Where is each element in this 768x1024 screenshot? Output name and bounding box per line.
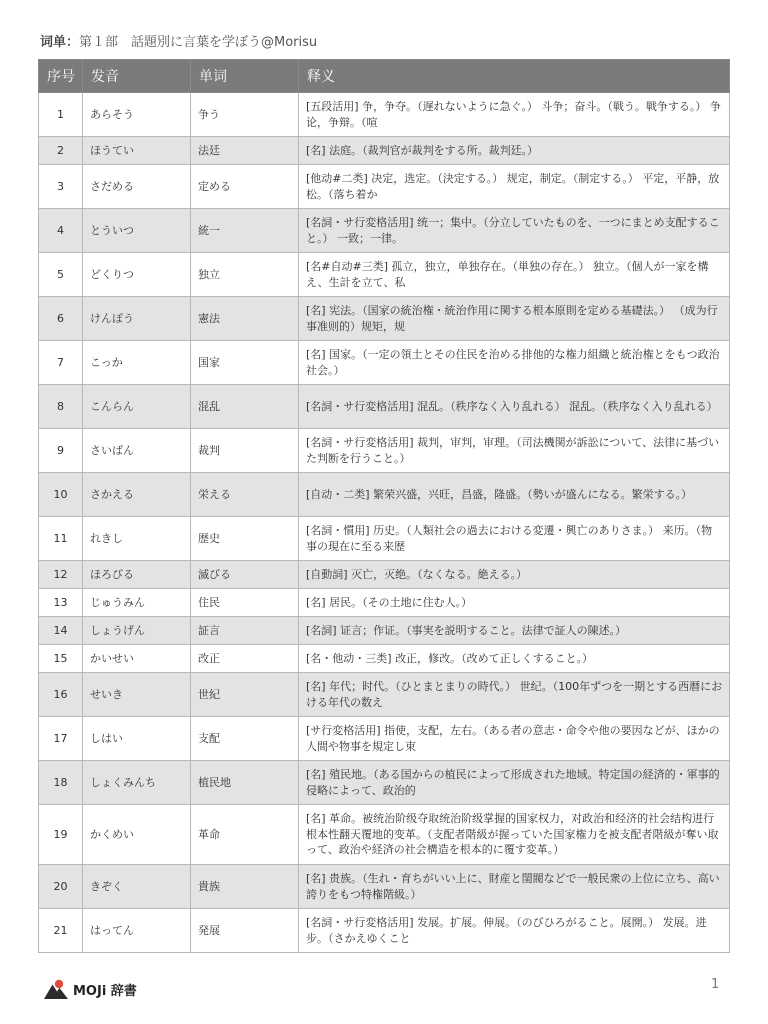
column-header-meaning: 释义 (299, 60, 730, 93)
row-word: 改正 (191, 645, 299, 673)
row-word: 発展 (191, 909, 299, 953)
table-row (39, 341, 730, 385)
table-row (39, 617, 730, 645)
row-meaning: [名詞・サ行変格活用] 统一；集中。（分立していたものを、一つにまとめ支配すること。） 一致；一律。 (299, 209, 730, 253)
row-reading: ほうてい (83, 137, 191, 165)
row-meaning: [自動詞] 灭亡，灭绝。（なくなる。絶える。） (299, 561, 730, 589)
table-row (39, 909, 730, 953)
table-row (39, 209, 730, 253)
row-meaning: [名詞] 证言；作证。（事実を説明すること。法律で証人の陳述。） (299, 617, 730, 645)
row-reading: れきし (83, 517, 191, 561)
table-row (39, 385, 730, 429)
table-row (39, 717, 730, 761)
row-meaning: [名#自动#三类] 孤立，独立，单独存在。（単独の存在。） 独立。（個人が一家を構え、生計を立て、私 (299, 253, 730, 297)
row-meaning: [名・他动・三类] 改正，修改。（改めて正しくすること。） (299, 645, 730, 673)
row-word: 歴史 (191, 517, 299, 561)
row-word: 国家 (191, 341, 299, 385)
header-title: 第１部 話題別に言葉を学ぼう@Morisu (79, 35, 318, 50)
row-reading: こんらん (83, 385, 191, 429)
row-reading: かくめい (83, 805, 191, 865)
row-meaning: [名] 贵族。（生れ・育ちがいい上に、財産と閨閥などで一般民衆の上位に立ち、高い誇りをもつ特権階級。） (299, 865, 730, 909)
row-meaning: [名詞・サ行変格活用] 裁判，审判，审理。（司法機関が訴訟について、法律に基づいた判断を行うこと。） (299, 429, 730, 473)
row-reading: じゅうみん (83, 589, 191, 617)
row-meaning: [名] 法庭。（裁判官が裁判をする所。裁判廷。） (299, 137, 730, 165)
column-header-word: 单词 (191, 60, 299, 93)
row-meaning: [名] 革命。被统治阶级夺取统治阶级掌握的国家权力，对政治和经济的社会结构进行根本性翻天覆地的变革。（支配者階級が握っていた国家権力を被支配者階級が奪い取って、政治や経済の社会構造を根本的に覆す変革。） (299, 805, 730, 865)
row-meaning: [五段活用] 争，争夺。（遅れないように急ぐ。） 斗争；奋斗。（戦う。戦争する。） 争论，争辩。（喧 (299, 93, 730, 137)
row-reading: あらそう (83, 93, 191, 137)
table-row (39, 589, 730, 617)
row-index: 2 (39, 137, 83, 165)
row-word: 革命 (191, 805, 299, 865)
row-word: 植民地 (191, 761, 299, 805)
row-reading: さだめる (83, 165, 191, 209)
row-meaning: [名詞・慣用] 历史。（人類社会の過去における変遷・興亡のありさま。） 来历。（物事の現在に至る来歴 (299, 517, 730, 561)
vocabulary-table (38, 59, 730, 953)
row-word: 裁判 (191, 429, 299, 473)
row-reading: ほろびる (83, 561, 191, 589)
row-meaning: [名詞・サ行変格活用] 发展。扩展。伸展。（のびひろがること。展開。） 发展。进步。（さかえゆくこと (299, 909, 730, 953)
row-reading: とういつ (83, 209, 191, 253)
table-row (39, 297, 730, 341)
row-index: 5 (39, 253, 83, 297)
column-header-reading: 发音 (83, 60, 191, 93)
table-row (39, 473, 730, 517)
row-word: 憲法 (191, 297, 299, 341)
row-word: 統一 (191, 209, 299, 253)
row-word: 争う (191, 93, 299, 137)
row-index: 11 (39, 517, 83, 561)
page-number: 1 (711, 977, 720, 992)
moji-mountain-logo-icon (44, 978, 68, 1000)
row-index: 21 (39, 909, 83, 953)
row-word: 証言 (191, 617, 299, 645)
table-row (39, 865, 730, 909)
row-word: 栄える (191, 473, 299, 517)
table-row (39, 673, 730, 717)
document-header (40, 31, 317, 50)
table-row (39, 645, 730, 673)
row-meaning: [自动・二类] 繁荣兴盛，兴旺，昌盛，隆盛。（勢いが盛んになる。繁栄する。） (299, 473, 730, 517)
row-index: 9 (39, 429, 83, 473)
table-row (39, 93, 730, 137)
moji-logo (44, 978, 137, 1000)
table-row (39, 165, 730, 209)
row-meaning: [名] 年代；时代。（ひとまとまりの時代。） 世纪。（100年ずつを一期とする西暦における年代の数え (299, 673, 730, 717)
row-reading: せいき (83, 673, 191, 717)
row-reading: さかえる (83, 473, 191, 517)
row-reading: けんぽう (83, 297, 191, 341)
row-reading: しょくみんち (83, 761, 191, 805)
row-meaning: [名] 居民。（その土地に住む人。） (299, 589, 730, 617)
table-row (39, 137, 730, 165)
row-reading: こっか (83, 341, 191, 385)
table-row (39, 761, 730, 805)
row-index: 15 (39, 645, 83, 673)
table-row (39, 253, 730, 297)
row-reading: かいせい (83, 645, 191, 673)
brand-name: MOJi 辞書 (73, 983, 137, 999)
row-meaning: [サ行変格活用] 指使，支配，左右。（ある者の意志・命令や他の要因などが、ほかの人間や物事を規定し束 (299, 717, 730, 761)
table-body (39, 93, 730, 953)
row-meaning: [名詞・サ行変格活用] 混乱。（秩序なく入り乱れる） 混乱。（秩序なく入り乱れる） (299, 385, 730, 429)
row-meaning: [名] 殖民地。（ある国からの植民によって形成された地域。特定国の経済的・軍事的侵略によって、政治的 (299, 761, 730, 805)
table-row (39, 517, 730, 561)
row-word: 住民 (191, 589, 299, 617)
row-index: 19 (39, 805, 83, 865)
row-meaning: [名] 国家。（一定の領土とその住民を治める排他的な権力組織と統治権とをもつ政治社会。） (299, 341, 730, 385)
row-word: 滅びる (191, 561, 299, 589)
table-row (39, 429, 730, 473)
row-reading: どくりつ (83, 253, 191, 297)
row-index: 18 (39, 761, 83, 805)
row-word: 世紀 (191, 673, 299, 717)
row-reading: きぞく (83, 865, 191, 909)
row-word: 独立 (191, 253, 299, 297)
row-index: 14 (39, 617, 83, 645)
table-header-row (39, 60, 730, 93)
row-index: 7 (39, 341, 83, 385)
row-index: 16 (39, 673, 83, 717)
row-index: 12 (39, 561, 83, 589)
table-row (39, 805, 730, 865)
row-word: 定める (191, 165, 299, 209)
row-reading: しょうげん (83, 617, 191, 645)
row-index: 3 (39, 165, 83, 209)
row-word: 法廷 (191, 137, 299, 165)
row-reading: しはい (83, 717, 191, 761)
row-meaning: [他动#二类] 决定，选定。（決定する。） 规定，制定。（制定する。） 平定，平静，放松。（落ち着か (299, 165, 730, 209)
row-index: 1 (39, 93, 83, 137)
row-index: 13 (39, 589, 83, 617)
row-index: 6 (39, 297, 83, 341)
row-word: 貴族 (191, 865, 299, 909)
row-index: 4 (39, 209, 83, 253)
row-meaning: [名] 宪法。（国家の統治権・統治作用に関する根本原則を定める基礎法。） （成为行事准则的）规矩，规 (299, 297, 730, 341)
row-index: 8 (39, 385, 83, 429)
column-header-index: 序号 (39, 60, 83, 93)
row-index: 20 (39, 865, 83, 909)
table-row (39, 561, 730, 589)
row-word: 混乱 (191, 385, 299, 429)
row-index: 10 (39, 473, 83, 517)
row-reading: はってん (83, 909, 191, 953)
header-lead: 词单： (40, 35, 80, 50)
row-word: 支配 (191, 717, 299, 761)
row-reading: さいばん (83, 429, 191, 473)
row-index: 17 (39, 717, 83, 761)
